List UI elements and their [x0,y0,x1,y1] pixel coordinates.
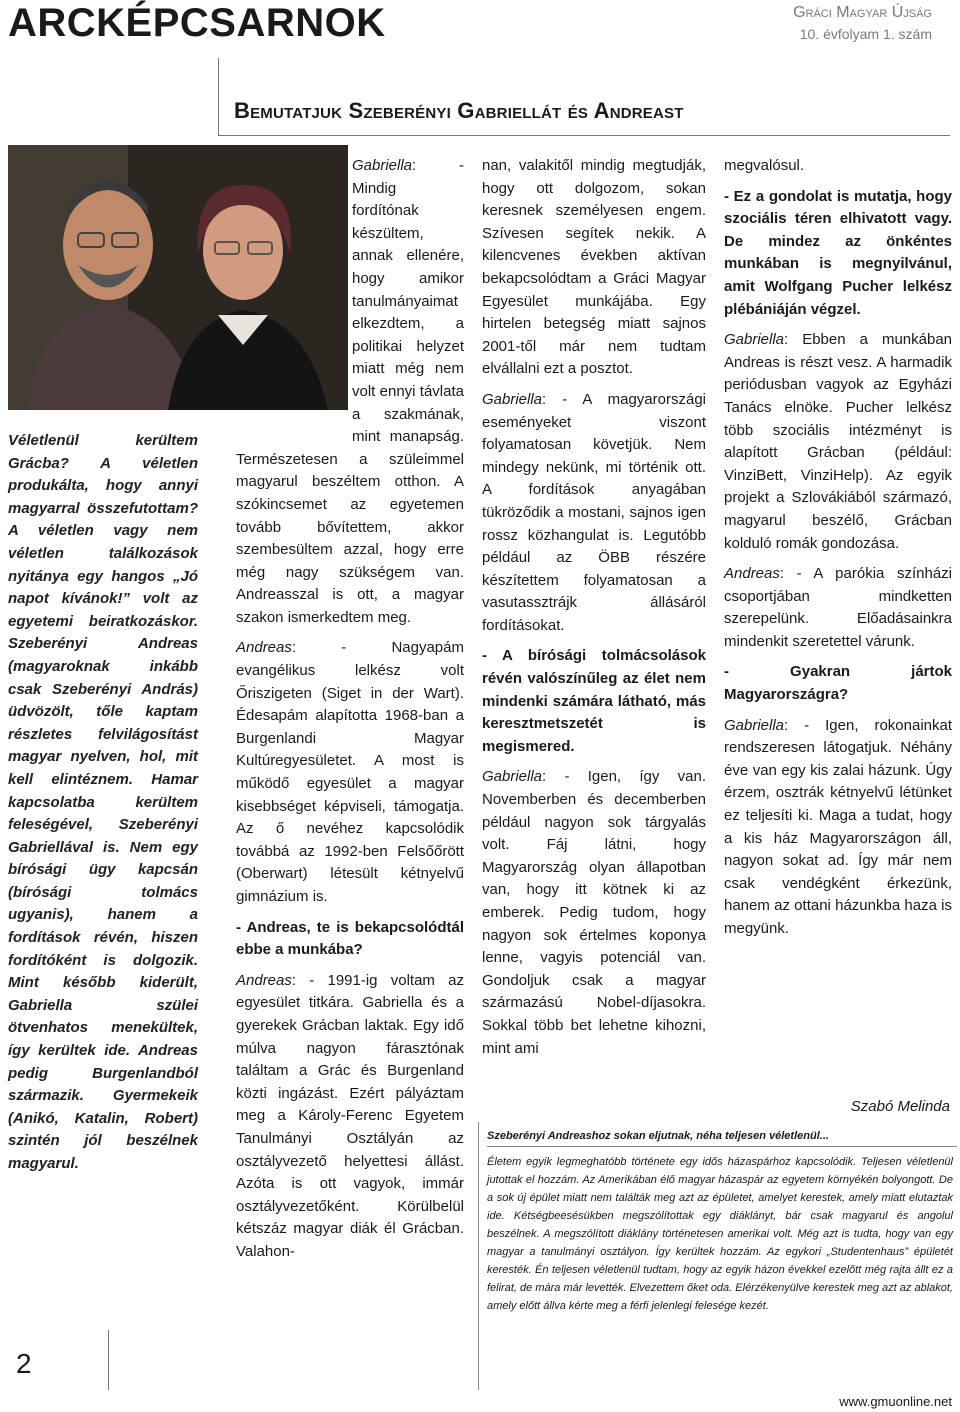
article-headline: Bemutatjuk Szeberényi Gabriellát és Andreast [234,98,684,123]
paragraph-text: : Ebben a munkában Andreas is részt vesz. A harmadik periódusban vagyok az Egyházi Tanács elnöke. Pucher lelkész több szociális intézményt is alapított Grácban (például: VinziBett, VinziHelp). Az egyik projekt a Szlovákiából származó, magyarul beszélő, Grácban kolduló romák gondozása. [724,331,952,552]
paragraph [724,329,952,555]
interview-question: - Gyakran jártok Magyarországra? [724,663,952,704]
paragraph-text: : - Igen, rokonainkat rendszeresen látogatjuk. Néhány éve van egy kis zalai házunk. Úgy érzem, osztrák kétnyelvű létünket ez teljesíti ki. Maga a tudat, hogy a kis ház Magyarországon áll, nagyon sokat ad. Így már nem csak vendégként érkezünk, hanem az ottani házunkba haza is megyünk. [724,716,952,937]
author-name: Szabó Melinda [850,1098,950,1115]
article-column-3 [482,155,706,1068]
sidebar-title: Szeberényi Andreashoz sokan eljutnak, néha teljesen véletlenül... [487,1130,829,1142]
paragraph [724,563,952,653]
paragraph-text: : - A magyarországi eseményeket viszont folyamatosan követjük. Nem mindegy nekünk, mi történik ott. A fordítások anyagában tükröződik a mostani, sajnos igen rossz közhangulat is. Legutóbb például az ÖBB részére készítettem folyamatosan a vasutassztrájk állásáról fordításokat. [482,390,706,634]
speaker-name: Andreas [236,971,292,989]
paragraph [236,637,464,908]
intro-column: Véletlenül kerültem Grácba? A véletlen produkálta, hogy annyi magyarral összefutottam? A véletlen vagy nem véletlen találkozások nyitánya egy hangos „Jó napot kívánok!” volt az egyetemi beiratkozáskor. Szeberényi Andreas (magyaroknak inkább csak Szeberényi András) üdvözölt, tőle kaptam részletes felvilágosítást magyar nyelven, hol, mit kell elintéznem. Hamar kapcsolatba kerültem feleségével, Szeberényi Gabriellával is. Nem egy bírósági ügy kapcsán (bírósági tolmács ugyanis), hanem a fordítások révén, hiszen fordítóként is dolgozik. Mint később kiderült, Gabriella szülei ötvenhatos menekültek, így kerültek ide. Andreas pedig Burgenlandból származik. Gyermekeik (Anikó, Katalin, Robert) szintén jól beszélnek magyarul. [8,432,198,1172]
sidebar-text: Életem egyik legmeghatóbb története egy idős házaspárhoz kapcsolódik. Teljesen véletlenül jutottak el hozzám. Az Amerikában élő magyar házaspár az egyetem környékén bolyongott. De a sok új épület miatt nem találták meg azt az épületet, amelyet kerestek, amely miatt elutaztak ide. Kétségbeesésükben megszólítottak egy diáklányt, bár csak magyarul és angolul beszélnek. A megszólított diáklány történetesen amerikai volt. Még azt is tudta, hogy van egy magyar a tanulmányi osztályon. Így kerültek hozzám. Az egykori „Studentenhaus” épületét keresték. Én teljesen véletlenül tudtam, hogy az egyik házon évekkel ezelőtt még rajta állt ez a felirat, de mára már levették. Elvezettem őket oda. Elérzékenyülve kerestek meg azt az ablakot, amely előtt állva kérte meg a férfi jelenlegi felesége kezét. [487,1156,953,1312]
header-divider-horizontal [218,135,950,136]
photo-wrap-spacer [236,155,352,430]
issue-number: 10. évfolyam 1. szám [799,26,932,42]
paragraph-text: : - Mindig fordítónak készültem, annak ellenére, hogy amikor tanulmányaimat elkezdtem, a politikai helyzet miatt még nem volt ennyi távlata a szakmának, mint manapság. Természetesen a szüleimmel magyarul beszéltem otthon. A szókincsemet az egyetemen tovább bővítettem, akkor szembesültem azzal, hogy erre még nagy szükségem van. Andreasszal is ott, a magyar szakon ismerkedtem meg. [236,157,464,626]
paragraph-text: : - Nagyapám evangélikus lelkész volt Őriszigeten (Siget in der Wart). Édesapám alapította 1968-ban a Burgenlandi Magyar Kultúregyesületet. A most is működő egyesület a magyar kisebbséget képviseli, támogatja. Az ő nevéhez kapcsolódik továbbá az 1992-ben Felsőőrött (Oberwart) létesült kétnyelvű gimnázium is. [236,639,464,905]
paragraph-text: : - A parókia színházi csoportjában mindketten szerepelünk. Előadásainkra mindenkit szeretettel várunk. [724,565,952,650]
paragraph: megvalósul. [724,157,805,174]
article-column-4 [724,155,952,949]
paragraph [724,715,952,941]
sidebar-box [478,1122,960,1390]
paper-name: Gráci Magyar Újság [793,4,932,21]
paragraph: nan, valakitől mindig megtudják, hogy ott dolgozom, sokan keresnek személyesen engem. Szívesen segítek nekik. A kilencvenes években aktívan bekapcsolódtam a Gráci Magyar Egyesület munkájába. Egy hirtelen betegség miatt sajnos 2001-től már nem tudtam elvállalni ezt a posztot. [482,157,706,378]
speaker-name: Gabriella [724,331,785,349]
header-divider-vertical [218,58,219,136]
paragraph-text: : - Igen, így van. Novemberben és decemberben például nagyon sok tárgyalás volt. Fáj látni, hogy Magyarország olyan állapotban van, hogy itt kötnek ki az emberek. Pedig tudom, hogy nagyon sok értelmes koponya lenne, vagyis potenciál van. Gondoljuk csak a magyar származású Nobel-díjasokra. Sokkal több bet lehetne kihozni, mint ami [482,768,706,1057]
interview-question: - Ez a gondolat is mutatja, hogy szociális téren elhivatott vagy. De mindez az önkéntes munkában is megnyilvánul, amit Wolfgang Pucher lelkész plébániáján végzel. [724,187,952,318]
speaker-name: Andreas [236,639,292,657]
paragraph-text: : - 1991-ig voltam az egyesület titkára. Gabriella és a gyerekek Grácban laktak. Egy idő múlva nagyon fárasztónak találtam a Grác és Burgenland közti ingázást. Ezért pályáztam meg a Károly-Ferenc Egyetem Tanulmányi Osztályán az osztályvezető helyettesi állást. Azóta is ott vagyok, immár osztályvezetőként. Körülbelül kétszáz magyar diák él Grácban. Valahon- [236,971,464,1260]
website-link[interactable]: www.gmuonline.net [839,1394,952,1409]
sidebar-divider [487,1146,957,1147]
paragraph [236,970,464,1264]
footer-divider [108,1330,109,1390]
paragraph [482,766,706,1060]
speaker-name: Gabriella [724,716,785,734]
speaker-name: Gabriella [352,157,413,174]
article-column-2 [236,155,464,1272]
paragraph [482,389,706,638]
page-number: 2 [16,1348,32,1379]
speaker-name: Gabriella [482,390,543,408]
speaker-name: Andreas [724,565,780,583]
section-title: ARCKÉPCSARNOK [8,1,386,45]
interview-question: - Andreas, te is bekapcsolódtál ebbe a munkába? [236,918,464,959]
speaker-name: Gabriella [482,768,543,786]
interview-question: - A bírósági tolmácsolások révén valószínűleg az élet nem mindenki számára látható, más keresztmetszetét is megismered. [482,647,706,755]
